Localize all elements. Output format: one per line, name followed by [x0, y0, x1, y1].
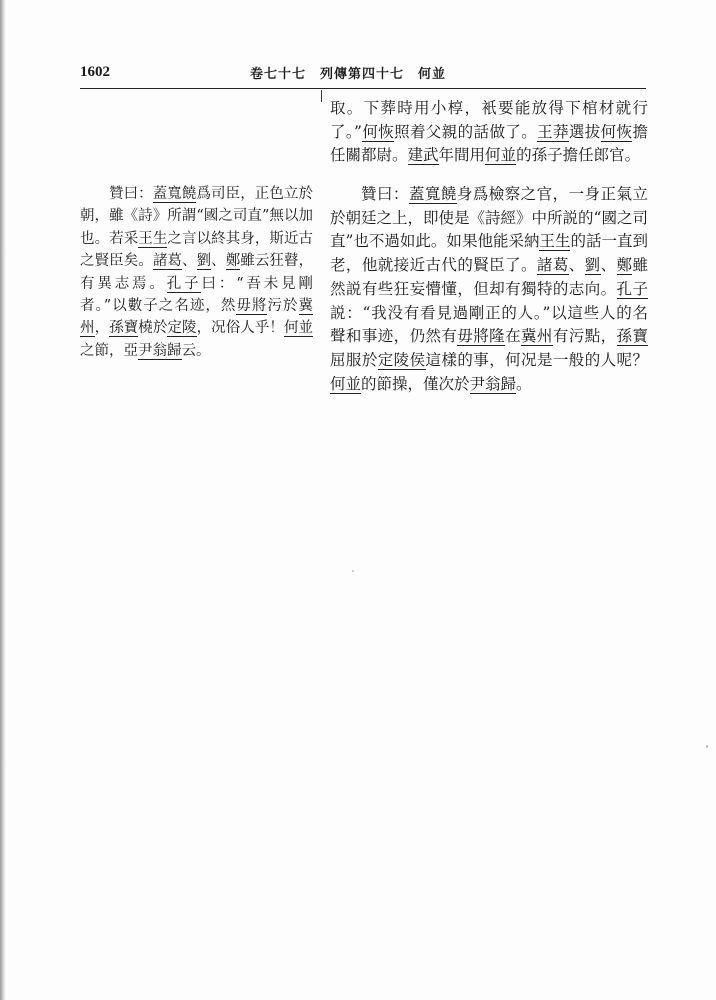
text-run: 的話一直到老，他就接近古代的賢臣了。: [330, 232, 648, 275]
proper-name: 定陵侯: [377, 350, 426, 369]
column-divider: [321, 90, 322, 102]
text-run: 選拔: [568, 122, 601, 141]
text-run: 的孫子擔任郎官。: [516, 146, 641, 164]
text-run: 、: [600, 256, 617, 275]
proper-name: 孫寶: [616, 327, 648, 346]
proper-name: 建武: [407, 146, 439, 164]
text-run: 身爲檢察之官，一身正氣立於朝廷之上，即使是《詩經》中所説的“國之司直”也不過如此。如果他能采納: [330, 185, 648, 251]
text-run: 取。下葬時用小椁，衹要能放得下棺材就行了。”: [330, 99, 648, 141]
proper-name: 諸葛: [536, 256, 569, 275]
text-run: 爲司臣，正色立於朝，雖《詩》所謂“國之司直”無以加也。若采: [80, 186, 314, 247]
text-run: 的節操，僅次於: [361, 374, 470, 393]
proper-name: 何並: [485, 146, 517, 164]
proper-name: 孔子: [166, 275, 202, 292]
proper-name: 何恢: [600, 122, 633, 141]
scan-speck: [706, 745, 708, 748]
text-run: 有污點，: [552, 327, 617, 346]
translation-paragraph: [330, 183, 648, 396]
classical-text-paragraph: [80, 183, 313, 362]
proper-name: 孔子: [616, 279, 648, 298]
proper-name: 鄭: [225, 253, 241, 270]
text-run: 云。: [181, 342, 211, 359]
proper-name: 蓋寬饒: [152, 186, 197, 202]
proper-name: 鄭: [616, 256, 633, 275]
proper-name: 蓋寬饒: [408, 185, 457, 203]
proper-name: 何並: [330, 374, 362, 393]
text-run: 之言以終其身，斯近古之賢臣矣。: [80, 230, 314, 270]
text-run: 擔任關都尉。: [330, 122, 648, 164]
page-number: 1602: [80, 64, 110, 80]
translation-continuation-paragraph: [330, 97, 648, 168]
text-run: 説：“我没有看見過剛正的人。”以這些人的名聲和事迹，仍然有: [330, 303, 648, 346]
text-run: 在: [505, 327, 522, 346]
text-run: 、: [568, 256, 585, 275]
proper-name: 王莽: [537, 122, 569, 141]
text-run: 。: [516, 374, 532, 393]
text-run: ，: [94, 320, 110, 337]
chapter-title: 卷七十七 列傳第四十七 何並: [250, 67, 447, 82]
text-run: 污於: [267, 298, 299, 315]
text-run: 、: [181, 253, 197, 270]
proper-name: 尹翁歸: [138, 342, 182, 359]
running-head: [80, 60, 646, 84]
proper-name: 冀州: [521, 327, 553, 346]
text-run: 雖然説有些狂妄懵懂，但却有獨特的志向。: [330, 256, 648, 298]
text-run: 橈於: [138, 320, 168, 337]
scan-speck: [352, 570, 354, 572]
proper-name: 孫寶: [109, 320, 139, 337]
binding-edge: [0, 0, 6, 1000]
proper-name: 王生: [138, 230, 168, 247]
proper-name: 毋將: [236, 298, 268, 315]
text-run: 、: [211, 253, 226, 270]
text-run: 屈服於: [330, 350, 378, 369]
text-run: 贊曰：: [109, 186, 153, 202]
text-run: ，况俗人乎！: [196, 320, 284, 337]
text-run: 贊曰：: [361, 185, 409, 203]
text-run: 這樣的事，何况是一般的人呢？: [425, 350, 648, 369]
text-run: 之節，亞: [80, 342, 138, 359]
proper-name: 劉: [584, 256, 601, 275]
proper-name: 王生: [539, 232, 571, 251]
text-run: 照着父親的話做了。: [394, 122, 538, 141]
text-run: 曰：“吾未見剛者。”以數子之名迹，然: [80, 275, 314, 315]
header-rule: [80, 88, 646, 89]
proper-name: 何並: [283, 320, 314, 337]
proper-name: 劉: [196, 253, 212, 270]
proper-name: 毋將隆: [457, 327, 506, 346]
proper-name: 何恢: [361, 122, 395, 141]
proper-name: 尹翁歸: [469, 374, 517, 393]
text-run: 年間用: [438, 146, 486, 164]
text-run: 雖云狂瞽，有異志焉。: [80, 253, 314, 292]
proper-name: 諸葛: [152, 253, 182, 270]
proper-name: 定陵: [167, 320, 197, 337]
proper-name: 冀州: [80, 298, 313, 337]
